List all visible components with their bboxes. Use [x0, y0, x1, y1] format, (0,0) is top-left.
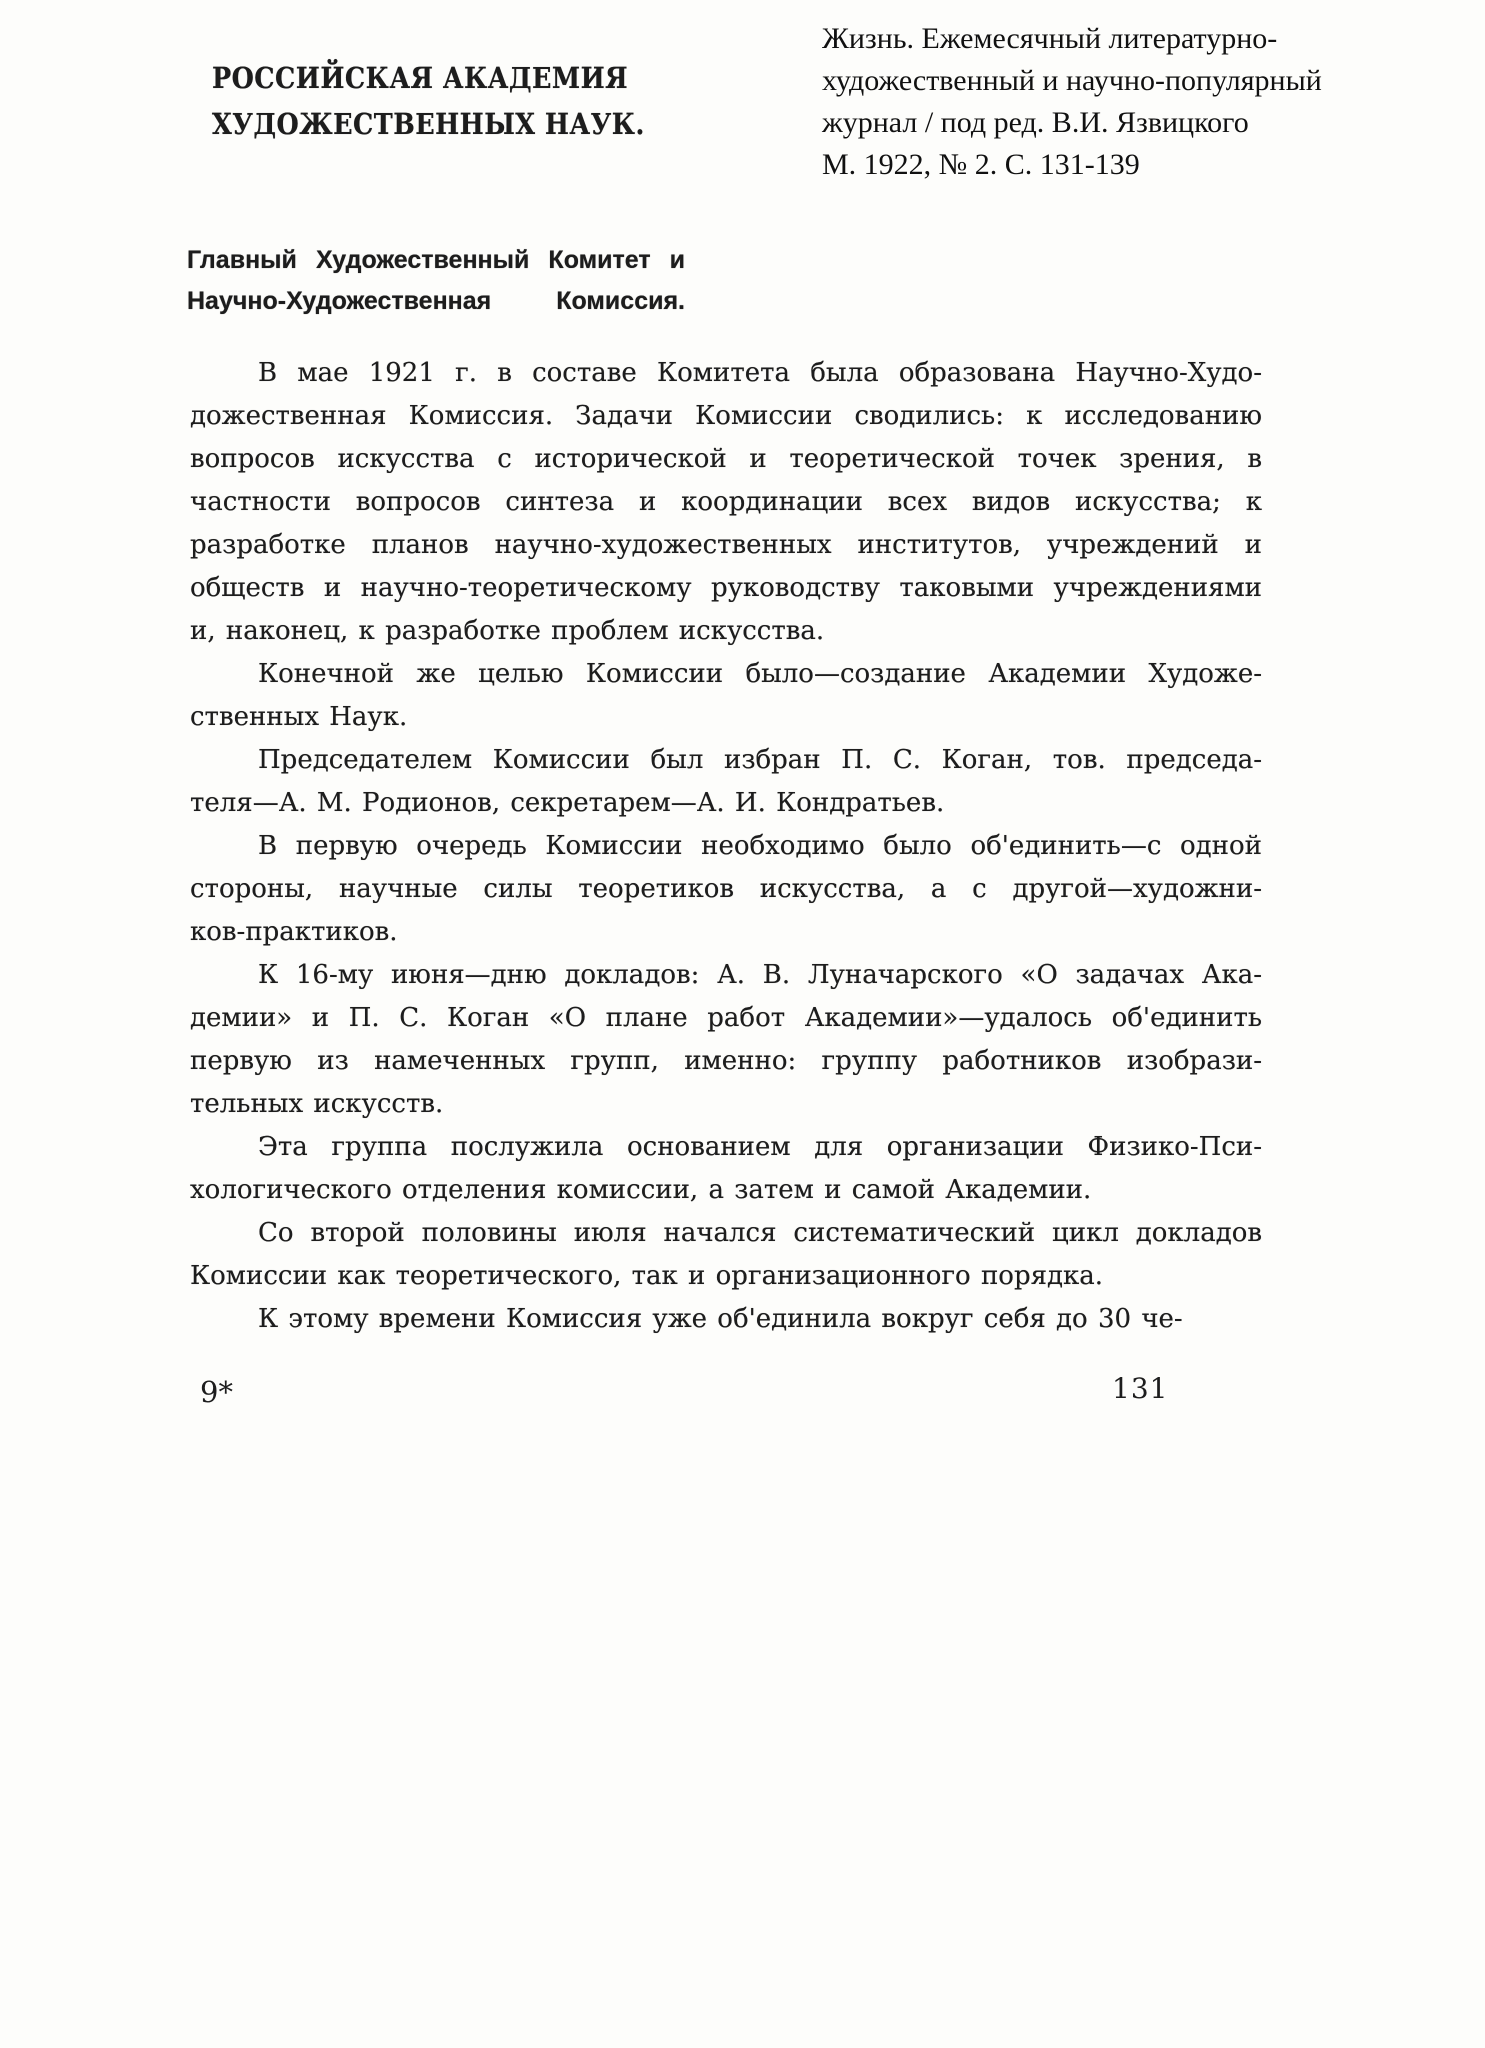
- text-line: хологического отделения комиссии, а затем и самой Академии.: [190, 1175, 1092, 1205]
- text-line: и, наконец, к разработке проблем искусства.: [190, 616, 825, 646]
- text-line: В мае 1921 г. в составе Комитета была образована Научно-Худо-: [258, 358, 1262, 388]
- text-line: Эта группа послужила основанием для организации Физико-Пси-: [258, 1132, 1262, 1162]
- text-line: демии» и П. С. Коган «О плане работ Академии»—удалось об'единить: [190, 1003, 1262, 1033]
- text-line: В первую очередь Комиссии необходимо было об'единить—с одной: [258, 831, 1262, 861]
- text-line: Комиссии как теоретического, так и организационного порядка.: [190, 1261, 1104, 1291]
- text-line: ственных Наук.: [190, 702, 408, 732]
- text-line: Конечной же целью Комиссии было—создание Академии Художе-: [258, 659, 1262, 689]
- text-line: обществ и научно-теоретическому руководству таковыми учреждениями: [190, 573, 1262, 603]
- text-line: тельных искусств.: [190, 1089, 444, 1119]
- text-line: вопросов искусства с исторической и теоретической точек зрения, в: [190, 444, 1262, 474]
- citation-line-3: журнал / под ред. В.И. Язвицкого: [822, 106, 1249, 139]
- text-line: первую из намеченных групп, именно: группу работников изобрази-: [190, 1046, 1262, 1076]
- article-heading-line-2: Научно-Художественная Комиссия.: [187, 287, 685, 315]
- citation-line-2: художественный и научно-популярный: [822, 64, 1322, 97]
- article-heading-line-1: Главный Художественный Комитет и: [187, 246, 685, 274]
- text-line: Председателем Комиссии был избран П. С. Коган, тов. председа-: [258, 745, 1262, 775]
- text-line: частности вопросов синтеза и координации всех видов искусства; к: [190, 487, 1262, 517]
- text-line: разработке планов научно-художественных институтов, учреждений и: [190, 530, 1262, 560]
- article-heading: [187, 240, 685, 322]
- printer-signature-mark: 9*: [200, 1375, 233, 1409]
- text-line: Со второй половины июля начался систематический цикл докладов: [258, 1218, 1262, 1248]
- institution-name: [212, 55, 645, 147]
- page-number: 131: [1112, 1372, 1169, 1405]
- text-line: теля—А. М. Родионов, секретарем—А. И. Кондратьев.: [190, 788, 945, 818]
- text-line: К этому времени Комиссия уже об'единила вокруг себя до 30 че-: [258, 1304, 1183, 1334]
- text-line: стороны, научные силы теоретиков искусства, а с другой—художни-: [190, 874, 1262, 904]
- institution-line-2: ХУДОЖЕСТВЕННЫХ НАУК.: [212, 107, 645, 141]
- institution-line-1: РОССИЙСКАЯ АКАДЕМИЯ: [212, 61, 629, 95]
- text-line: ков-практиков.: [190, 917, 398, 947]
- text-line: К 16-му июня—дню докладов: А. В. Луначарского «О задачах Ака-: [258, 960, 1262, 990]
- citation-line-4: М. 1922, № 2. С. 131-139: [822, 148, 1140, 181]
- article-body: [190, 352, 1262, 1341]
- citation-line-1: Жизнь. Ежемесячный литературно-: [822, 22, 1278, 55]
- source-citation: [822, 18, 1467, 186]
- text-line: дожественная Комиссия. Задачи Комиссии сводились: к исследованию: [190, 401, 1262, 431]
